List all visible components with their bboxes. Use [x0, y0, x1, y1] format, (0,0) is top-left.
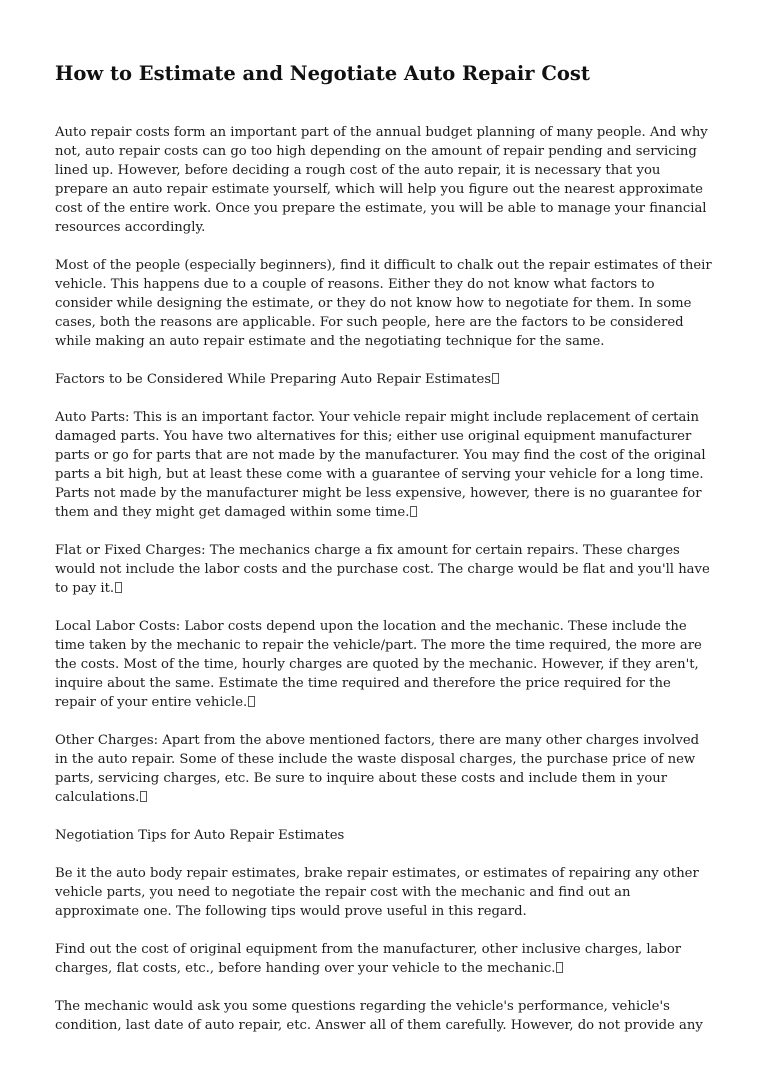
paragraph-text: Auto Parts: This is an important factor. Your vehicle repair might include replacement of certain damaged parts. You have two alternatives for this; either use original equipment manufacturer parts or go for parts that are not made by the manufacturer. You may find the cost of the original parts a bit high, but at least these come with a guarantee of serving your vehicle for a long time. Parts not made by the manufacturer might be less expensive, however, there is no guarantee for them and they might get damaged within some time. — [55, 410, 706, 520]
paragraph-text: Find out the cost of original equipment from the manufacturer, other inclusive charges, labor charges, flat costs, etc., before handing over your vehicle to the mechanic. — [55, 942, 682, 976]
paragraph — [55, 940, 715, 978]
paragraph-text: Factors to be Considered While Preparing Auto Repair Estimates — [55, 372, 492, 387]
paragraph — [55, 123, 715, 237]
document-title: How to Estimate and Negotiate Auto Repair Cost — [55, 62, 590, 85]
paragraph — [55, 370, 715, 389]
missing-glyph-icon — [556, 962, 563, 973]
paragraph-text: Most of the people (especially beginners), find it difficult to chalk out the repair estimates of their vehicle. This happens due to a couple of reasons. Either they do not know what factors to consider while designing the estimate, or they do not know how to negotiate for them. In some cases, both the reasons are applicable. For such people, here are the factors to be considered while making an auto repair estimate and the negotiating technique for the same. — [55, 258, 712, 349]
paragraph-text: Be it the auto body repair estimates, brake repair estimates, or estimates of repairing any other vehicle parts, you need to negotiate the repair cost with the mechanic and find out an approximate one. The following tips would prove useful in this regard. — [55, 866, 699, 919]
paragraph-text: The mechanic would ask you some questions regarding the vehicle's performance, vehicle's condition, last date of auto repair, etc. Answer all of them carefully. However, do not provide any — [55, 999, 703, 1033]
paragraph — [55, 997, 715, 1035]
paragraph — [55, 408, 715, 522]
paragraph-text: Flat or Fixed Charges: The mechanics charge a fix amount for certain repairs. These charges would not include the labor costs and the purchase cost. The charge would be flat and you'll have to pay it. — [55, 543, 710, 596]
paragraph — [55, 826, 715, 845]
missing-glyph-icon — [410, 506, 417, 517]
paragraph — [55, 617, 715, 712]
paragraph-text: Local Labor Costs: Labor costs depend upon the location and the mechanic. These include the time taken by the mechanic to repair the vehicle/part. The more the time required, the more are the costs. Most of the time, hourly charges are quoted by the mechanic. However, if they aren't, inquire about the same. Estimate the time required and therefore the price required for the repair of your entire vehicle. — [55, 619, 702, 710]
missing-glyph-icon — [140, 791, 147, 802]
paragraph — [55, 864, 715, 921]
missing-glyph-icon — [492, 373, 499, 384]
document-body — [55, 123, 715, 1054]
paragraph-text: Negotiation Tips for Auto Repair Estimates — [55, 828, 345, 843]
paragraph — [55, 731, 715, 807]
paragraph — [55, 541, 715, 598]
missing-glyph-icon — [115, 582, 122, 593]
paragraph-text: Auto repair costs form an important part of the annual budget planning of many people. And why not, auto repair costs can go too high depending on the amount of repair pending and servicing lined up. However, before deciding a rough cost of the auto repair, it is necessary that you prepare an auto repair estimate yourself, which will help you figure out the nearest approximate cost of the entire work. Once you prepare the estimate, you will be able to manage your financial resources accordingly. — [55, 125, 708, 235]
paragraph-text: Other Charges: Apart from the above mentioned factors, there are many other charges involved in the auto repair. Some of these include the waste disposal charges, the purchase price of new parts, servicing charges, etc. Be sure to inquire about these costs and include them in your calculations. — [55, 733, 700, 805]
missing-glyph-icon — [248, 696, 255, 707]
paragraph — [55, 256, 715, 351]
